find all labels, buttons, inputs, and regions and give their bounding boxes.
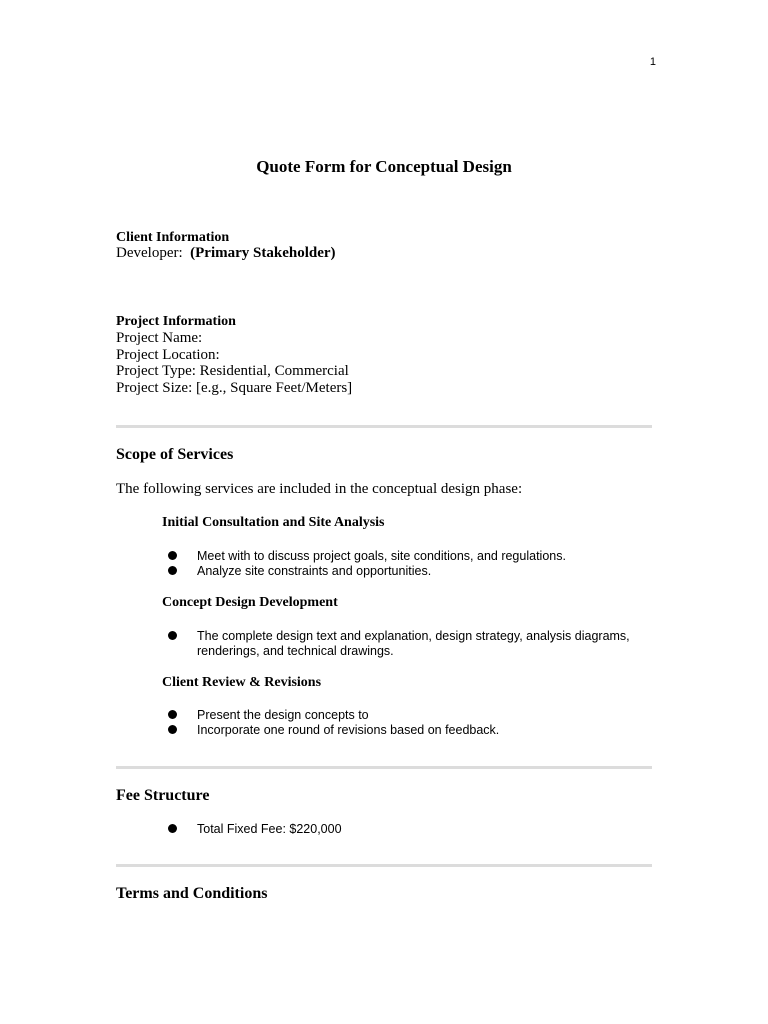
project-information-heading: Project Information	[116, 314, 236, 329]
bullet-icon	[168, 566, 177, 575]
scope-intro: The following services are included in the conceptual design phase:	[116, 481, 523, 497]
list-item: Present the design concepts to	[197, 708, 369, 722]
fee-structure-title: Fee Structure	[116, 787, 210, 804]
page-number: 1	[649, 56, 656, 68]
list-item: Incorporate one round of revisions based on feedback.	[197, 723, 500, 737]
client-information-heading: Client Information	[116, 230, 230, 245]
developer-label: Developer:	[116, 245, 183, 261]
list-item: Meet with to discuss project goals, site conditions, and regulations.	[197, 549, 566, 563]
project-name-line: Project Name:	[116, 330, 203, 346]
divider	[116, 425, 652, 428]
project-size-line: Project Size: [e.g., Square Feet/Meters]	[116, 380, 353, 396]
divider	[116, 766, 652, 769]
bullet-icon	[168, 551, 177, 560]
bullet-icon	[168, 710, 177, 719]
initial-consultation-title: Initial Consultation and Site Analysis	[162, 515, 385, 530]
scope-of-services-title: Scope of Services	[116, 446, 234, 463]
developer-line	[116, 245, 336, 262]
page-title: Quote Form for Conceptual Design	[256, 157, 512, 176]
project-type-line: Project Type: Residential, Commercial	[116, 363, 349, 379]
divider	[116, 864, 652, 867]
bullet-icon	[168, 725, 177, 734]
client-review-revisions-title: Client Review & Revisions	[162, 675, 322, 690]
list-item: Analyze site constraints and opportunities.	[197, 564, 432, 578]
list-item: Total Fixed Fee: $220,000	[197, 822, 342, 836]
developer-value: (Primary Stakeholder)	[190, 245, 336, 261]
bullet-icon	[168, 631, 177, 640]
terms-and-conditions-title: Terms and Conditions	[116, 885, 268, 902]
project-location-line: Project Location:	[116, 347, 220, 363]
concept-design-development-title: Concept Design Development	[162, 595, 338, 610]
list-item: The complete design text and explanation, design strategy, analysis diagrams, renderings, and technical drawings.	[197, 629, 630, 658]
bullet-icon	[168, 824, 177, 833]
